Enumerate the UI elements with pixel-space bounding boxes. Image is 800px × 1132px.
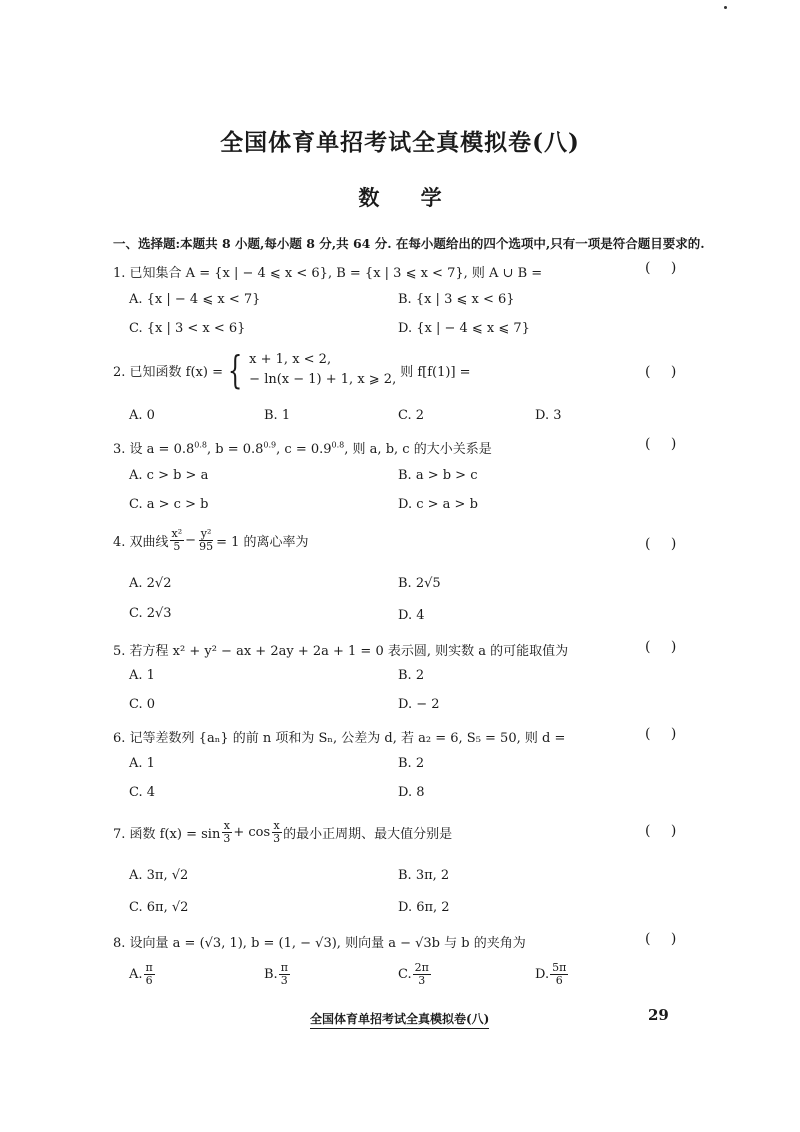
question-6-option-b: B. 2	[398, 756, 425, 771]
question-2-option-c: C. 2	[398, 408, 425, 423]
question-7-option-c: C. 6π, √2	[129, 900, 189, 915]
question-6-option-c: C. 4	[129, 785, 156, 800]
q7-fraction-cos: $\frac{x}{3}$	[273, 819, 281, 845]
question-1-stem: 1. 已知集合 A = {x | − 4 ⩽ x < 6}, B = {x | 3 ⩽ x < 7}, 则 A ∪ B =	[113, 266, 543, 281]
question-1-option-c: C. {x | 3 < x < 6}	[129, 321, 246, 336]
question-4-option-d: D. 4	[398, 608, 425, 623]
question-1-option-d: D. {x | − 4 ⩽ x ⩽ 7}	[398, 321, 530, 336]
question-2-stem	[113, 350, 471, 390]
question-3-answer-paren: ( )	[645, 436, 677, 452]
q4-fraction-x: $\frac{\text{x²}}{5}$	[171, 527, 183, 553]
question-1-option-b: B. {x | 3 ⩽ x < 6}	[398, 292, 515, 307]
question-4-option-a: A. 2√2	[129, 576, 172, 591]
question-5-option-d: D. − 2	[398, 697, 440, 712]
question-5-stem: 5. 若方程 x² + y² − ax + 2ay + 2a + 1 = 0 表示圆, 则实数 a 的可能取值为	[113, 644, 569, 659]
q4-minus: −	[185, 533, 197, 548]
question-3-option-d: D. c > a > b	[398, 497, 478, 512]
q3-part-c: , c = 0.9	[276, 442, 332, 457]
piecewise-case-2: − ln(x − 1) + 1, x ⩾ 2,	[249, 372, 397, 387]
page-number: 29	[648, 1006, 669, 1024]
question-5-option-b: B. 2	[398, 668, 425, 683]
question-2-stem-suffix: 则 f[f(1)] =	[400, 364, 471, 380]
q3-part-tail: , 则 a, b, c 的大小关系是	[344, 442, 492, 457]
question-2-option-a: A. 0	[129, 408, 155, 423]
question-8-answer-paren: ( )	[645, 931, 677, 947]
footer-title: 全国体育单招考试全真模拟卷(八)	[310, 1010, 489, 1029]
page-title: 全国体育单招考试全真模拟卷(八)	[220, 129, 580, 156]
question-5-option-c: C. 0	[129, 697, 156, 712]
q3-exponent-c: 0.8	[331, 440, 345, 450]
question-2-option-d: D. 3	[535, 408, 562, 423]
question-4-option-b: B. 2√5	[398, 576, 441, 591]
question-5-answer-paren: ( )	[645, 639, 677, 655]
q7-mid: + cos	[233, 825, 271, 840]
piecewise-case-1: x + 1, x < 2,	[249, 352, 332, 367]
question-8-stem: 8. 设向量 a = (√3, 1), b = (1, − √3), 则向量 a − √3b 与 b 的夹角为	[113, 936, 526, 951]
question-3-stem	[113, 438, 492, 457]
question-6-option-d: D. 8	[398, 785, 425, 800]
question-8-option-d: D. $\frac{5\pi}{6}$	[535, 961, 567, 987]
question-2-answer-paren: ( )	[645, 364, 677, 380]
question-7-option-a: A. 3π, √2	[129, 868, 189, 883]
q7-fraction-sin: $\frac{x}{3}$	[223, 819, 231, 845]
question-7-stem	[113, 820, 452, 845]
question-3-option-b: B. a > b > c	[398, 468, 478, 483]
question-8-option-c: C. $\frac{2\pi}{3}$	[398, 961, 429, 987]
question-6-stem: 6. 记等差数列 {aₙ} 的前 n 项和为 Sₙ, 公差为 d, 若 a₂ = 6, S₅ = 50, 则 d =	[113, 731, 566, 746]
question-4-answer-paren: ( )	[645, 536, 677, 552]
q3-exponent-b: 0.9	[263, 440, 277, 450]
question-6-option-a: A. 1	[129, 756, 155, 771]
left-brace: {	[227, 348, 243, 392]
q3-part-b: , b = 0.8	[207, 442, 264, 457]
q4-fraction-y: $\frac{\text{y²}}{95}$	[199, 527, 214, 553]
question-4-stem	[113, 528, 309, 553]
question-1-answer-paren: ( )	[645, 260, 677, 276]
question-7-answer-paren: ( )	[645, 823, 677, 839]
question-4-option-c: C. 2√3	[129, 606, 172, 621]
scan-mark	[724, 6, 727, 9]
question-6-answer-paren: ( )	[645, 726, 677, 742]
q7-suffix: 的最小正周期、最大值分别是	[283, 827, 453, 842]
question-7-option-b: B. 3π, 2	[398, 868, 450, 883]
q4-prefix: 4. 双曲线	[113, 535, 169, 550]
q3-part-a: 3. 设 a = 0.8	[113, 442, 195, 457]
question-2-stem-prefix: 2. 已知函数 f(x) =	[113, 364, 223, 380]
question-5-option-a: A. 1	[129, 668, 155, 683]
question-1-option-a: A. {x | − 4 ⩽ x < 7}	[129, 292, 261, 307]
question-2-option-b: B. 1	[264, 408, 291, 423]
question-3-option-c: C. a > c > b	[129, 497, 209, 512]
question-8-option-b: B. $\frac{\pi}{3}$	[264, 961, 288, 987]
piecewise-function	[223, 350, 396, 390]
subject-title: 数 学	[358, 185, 442, 210]
q3-exponent-a: 0.8	[194, 440, 207, 450]
q7-prefix: 7. 函数 f(x) = sin	[113, 827, 221, 842]
section-heading: 一、选择题:本题共 8 小题,每小题 8 分,共 64 分. 在每小题给出的四个选项中,只有一项是符合题目要求的.	[113, 236, 705, 251]
question-8-option-a: A. $\frac{\pi}{6}$	[129, 961, 153, 987]
question-3-option-a: A. c > b > a	[129, 468, 209, 483]
question-7-option-d: D. 6π, 2	[398, 900, 450, 915]
q4-suffix: = 1 的离心率为	[216, 535, 309, 550]
